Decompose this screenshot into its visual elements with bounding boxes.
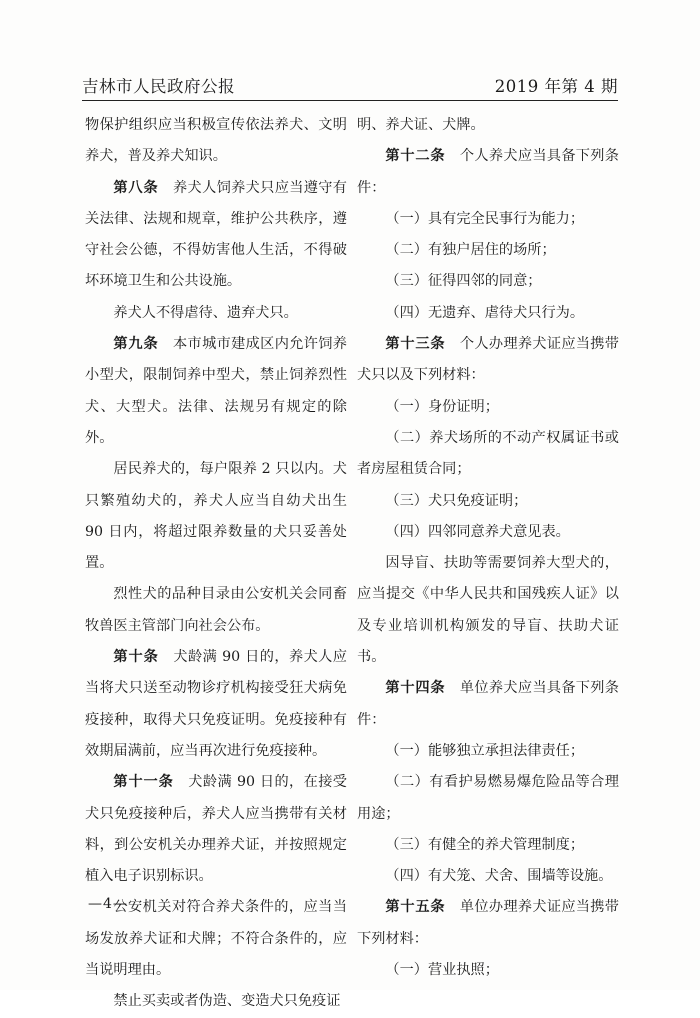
continued-paragraph: 明、养犬证、犬牌。	[357, 117, 485, 133]
gazette-title: 吉林市人民政府公报	[82, 77, 235, 96]
article-paragraph	[357, 673, 619, 736]
article-label: 第十五条	[385, 899, 446, 916]
page-header	[82, 72, 618, 101]
article-label: 第九条	[113, 336, 159, 353]
article-paragraph	[357, 141, 619, 204]
body-paragraph: 因导盲、扶助等需要饲养大型犬的，应当提交《中华人民共和国残疾人证》以及专业培训机构颁发的导盲、扶助犬证书。	[357, 555, 619, 666]
article-label: 第十条	[113, 649, 159, 666]
body-paragraph: 公安机关对符合养犬条件的，应当当场发放养犬证和犬牌；不符合条件的，应当说明理由。	[85, 899, 347, 979]
article-label: 第十一条	[113, 774, 174, 791]
article-paragraph	[85, 173, 347, 298]
left-column	[85, 110, 347, 1018]
article-label: 第八条	[113, 179, 159, 196]
article-text: 单位养犬应当具备下列条件：	[357, 680, 619, 728]
body-paragraph: （三）犬只免疫证明；	[385, 492, 528, 509]
article-text: 养犬人饲养犬只应当遵守有关法律、法规和规章，维护公共秩序，遵守社会公德，不得妨害他人生活，不得破坏环境卫生和公共设施。	[85, 179, 347, 290]
body-paragraph: （一）能够独立承担法律责任；	[385, 742, 585, 759]
article-paragraph	[85, 642, 347, 767]
article-paragraph	[85, 767, 347, 892]
page-number: —4—	[88, 896, 128, 912]
article-text: 犬龄满 90 日的，养犬人应当将犬只送至动物诊疗机构接受狂犬病免疫接种，取得犬只免疫证明。免疫接种有效期届满前，应当再次进行免疫接种。	[85, 649, 347, 759]
body-paragraph: （一）营业执照；	[385, 962, 499, 979]
article-paragraph	[357, 329, 619, 392]
body-paragraph: （三）有健全的养犬管理制度；	[385, 836, 585, 853]
body-paragraph: （一）身份证明；	[385, 398, 499, 415]
article-paragraph	[357, 892, 619, 955]
body-paragraph: （二）养犬场所的不动产权属证书或者房屋租赁合同；	[357, 429, 619, 478]
body-paragraph: （一）具有完全民事行为能力；	[385, 210, 585, 227]
article-text: 本市城市建成区内允许饲养小型犬，限制饲养中型犬，禁止饲养烈性犬、大型犬。法律、法规另有规定的除外。	[85, 336, 347, 446]
body-paragraph: （四）四邻同意养犬意见表。	[385, 523, 570, 540]
article-text: 犬龄满 90 日的，在接受犬只免疫接种后，养犬人应当携带有关材料，到公安机关办理养犬证，并按照规定植入电子识别标识。	[85, 774, 347, 885]
article-text: 个人养犬应当具备下列条件：	[357, 148, 619, 196]
body-paragraph: 烈性犬的品种目录由公安机关会同畜牧兽医主管部门向社会公布。	[85, 586, 347, 634]
body-paragraph: （四）无遗弃、虐待犬只行为。	[385, 304, 585, 321]
body-paragraph: 养犬人不得虐待、遗弃犬只。	[113, 304, 298, 321]
body-paragraph: （四）有犬笼、犬舍、围墙等设施。	[385, 868, 613, 885]
continued-paragraph: 物保护组织应当积极宣传依法养犬、文明养犬，普及养犬知识。	[85, 117, 347, 165]
article-label: 第十四条	[385, 680, 446, 697]
body-paragraph: （三）征得四邻的同意；	[385, 273, 542, 290]
right-column	[357, 110, 619, 986]
body-paragraph: （二）有独户居住的场所；	[385, 242, 556, 259]
body-paragraph: 禁止买卖或者伪造、变造犬只免疫证	[113, 993, 341, 1010]
body-paragraph: 居民养犬的，每户限养 2 只以内。犬只繁殖幼犬的，养犬人应当自幼犬出生 90 日内，将超过限养数量的犬只妥善处置。	[85, 461, 347, 572]
article-text: 单位办理养犬证应当携带下列材料：	[357, 899, 619, 947]
article-label: 第十三条	[385, 336, 446, 353]
issue-number: 2019 年第 4 期	[494, 77, 618, 96]
article-label: 第十二条	[385, 148, 446, 165]
body-paragraph: （二）有看护易燃易爆危险品等合理用途；	[357, 774, 619, 822]
article-paragraph	[85, 329, 347, 454]
article-text: 个人办理养犬证应当携带犬只以及下列材料：	[357, 336, 619, 384]
